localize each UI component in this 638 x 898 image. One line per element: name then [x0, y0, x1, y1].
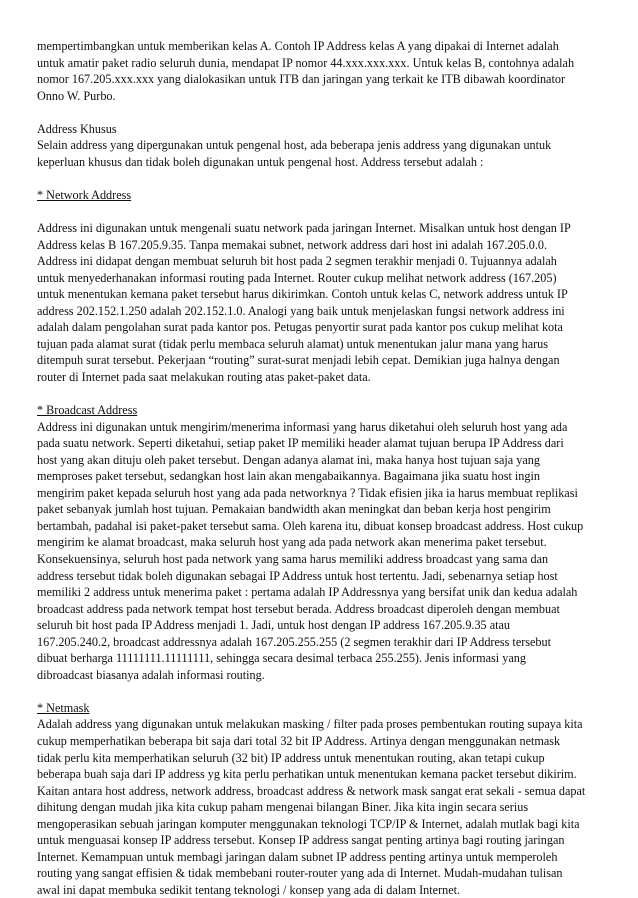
text-line: Address ini digunakan untuk mengenali suatu network pada jaringan Internet. Misalkan untuk host dengan IP	[37, 221, 571, 236]
text-line: memiliki 2 address untuk menerima paket : pertama adalah IP Addressnya yang bersifat unik dan kedua adalah	[37, 585, 578, 600]
broadcast-address-heading: * Broadcast Address	[37, 403, 138, 418]
text-line: mengirim paket kepada seluruh host yang ada pada networknya ? Tidak efisien jika ia harus membuat replikasi	[37, 485, 578, 500]
text-line: nomor 167.205.xxx.xxx yang dialokasikan untuk ITB dan jaringan yang terkait ke ITB dibawah koordinator	[37, 72, 566, 87]
text-line: paket sebanyak jumlah host tujuan. Pemakaian bandwidth akan meningkat dan beban kerja host pengirim	[37, 502, 551, 517]
text-line: adalah dalam pengolahan surat pada kantor pos. Petugas penyortir surat pada kantor pos cukup melihat kota	[37, 320, 563, 335]
special-address-section	[37, 121, 603, 171]
text-line: tujuan pada alamat surat (tidak perlu membaca seluruh alamat) untuk menentukan jalur mana yang harus	[37, 336, 549, 351]
text-line: dibroadcast biasanya adalah informasi routing.	[37, 667, 265, 682]
text-line: untuk menyederhanakan informasi routing pada Internet. Router cukup melihat network address (167.205)	[37, 270, 557, 285]
netmask-heading: * Netmask	[37, 700, 90, 715]
text-line: dibuat berharga 11111111.11111111, sehingga secara desimal terbaca 255.255). Jenis informasi yang	[37, 651, 526, 666]
network-address-heading: * Network Address	[37, 187, 132, 202]
text-line: routing yang sangat effisien & tidak membebani router-router yang ada di Internet. Mudah-mudahan tulisan	[37, 866, 563, 881]
text-line: Onno W. Purbo.	[37, 88, 116, 103]
text-line: Kaitan antara host address, network address, broadcast address & network mask sangat erat sekali - semua dapat	[37, 783, 586, 798]
intro-paragraph	[37, 38, 603, 104]
text-line: awal ini dapat membuka sedikit tentang teknologi / konsep yang ada di dalam Internet.	[37, 882, 461, 897]
paragraph-gap	[37, 104, 603, 121]
text-line: untuk menguasai konsep IP address tersebut. Konsep IP address sangat penting artinya bagi routing jaringan	[37, 833, 565, 848]
text-line: memproses paket tersebut, sedangkan host lain akan mengabaikannya. Bagaimana jika suatu host ingin	[37, 469, 540, 484]
text-line: Selain address yang dipergunakan untuk pengenal host, ada beberapa jenis address yang digunakan untuk	[37, 138, 552, 153]
text-line: router di Internet pada saat melakukan routing atas paket-paket data.	[37, 369, 371, 384]
text-line: host yang akan dituju oleh paket tersebut. Dengan adanya alamat ini, maka hanya host tujuan saja yang	[37, 452, 540, 467]
text-line: address tersebut tidak boleh digunakan sebagai IP Address untuk host tertentu. Jadi, sebenarnya setiap host	[37, 568, 558, 583]
paragraph-gap	[37, 203, 603, 220]
text-line: Address ini digunakan untuk mengirim/menerima informasi yang harus diketahui oleh seluruh host yang ada	[37, 419, 568, 434]
section-title: Address Khusus	[37, 121, 117, 136]
text-line: beberapa buah saja dari IP address yg kita perlu perhatikan untuk menentukan kemana packet tersebut dikirim.	[37, 767, 577, 782]
text-line: pada suatu network. Seperti diketahui, setiap paket IP memiliki header alamat tujuan berupa IP Address dari	[37, 436, 564, 451]
text-line: untuk amatir paket radio seluruh dunia, mendapat IP nomor 44.xxx.xxx.xxx. Untuk kelas B, contohnya adalah	[37, 55, 575, 70]
paragraph-gap	[37, 170, 603, 187]
network-address-section	[37, 187, 603, 386]
broadcast-address-section	[37, 402, 603, 683]
paragraph-gap	[37, 683, 603, 700]
text-line: dihitung dengan mudah jika kita cukup paham mengenai bilangan Biner. Jika kita ingin secara serius	[37, 800, 529, 815]
text-line: Address ini didapat dengan membuat seluruh bit host pada 2 segmen terakhir menjadi 0. Tujuannya adalah	[37, 254, 557, 269]
text-line: address 202.152.1.250 adalah 202.152.1.0. Analogi yang baik untuk menjelaskan fungsi network address ini	[37, 303, 565, 318]
paragraph-gap	[37, 385, 603, 402]
text-line: Address kelas B 167.205.9.35. Tanpa memakai subnet, network address dari host ini adalah 167.205.0.0.	[37, 237, 548, 252]
text-line: ditempuh surat tersebut. Pekerjaan “routing” surat-surat menjadi lebih cepat. Demikian juga halnya dengan	[37, 353, 560, 368]
text-line: mempertimbangkan untuk memberikan kelas A. Contoh IP Address kelas A yang dipakai di Internet adalah	[37, 39, 559, 53]
text-line: untuk menentukan kemana paket tersebut harus dikirimkan. Contoh untuk kelas C, network address untuk IP	[37, 287, 568, 302]
text-line: Internet. Kemampuan untuk membagi jaringan dalam subnet IP address penting artinya untuk memperoleh	[37, 849, 558, 864]
text-line: bertambah, padahal isi paket-paket tersebut sama. Oleh karena itu, dibuat konsep broadcast address. Host cukup	[37, 518, 584, 533]
text-line: cukup memperhatikan beberapa bit saja dari total 32 bit IP Address. Artinya dengan menggunakan netmask	[37, 733, 561, 748]
netmask-section	[37, 700, 603, 898]
text-line: keperluan khusus dan tidak boleh digunakan untuk pengenal host. Address tersebut adalah :	[37, 154, 484, 169]
text-line: mengirim ke alamat broadcast, maka seluruh host yang ada pada network akan menerima paket tersebut.	[37, 535, 547, 550]
text-line: broadcast address pada network tempat host tersebut berada. Address broadcast diperoleh dengan membuat	[37, 601, 560, 616]
text-line: Konsekuensinya, seluruh host pada network yang sama harus memiliki address broadcast yang sama dan	[37, 551, 549, 566]
document-page	[37, 38, 603, 898]
text-line: Adalah address yang digunakan untuk melakukan masking / filter pada proses pembentukan routing supaya kita	[37, 717, 583, 732]
text-line: tidak perlu kita memperhatikan seluruh (32 bit) IP address untuk menentukan routing, akan tetapi cukup	[37, 750, 545, 765]
text-line: 167.205.240.2, broadcast addressnya adalah 167.205.255.255 (2 segmen terakhir dari IP Address tersebut	[37, 634, 552, 649]
text-line: mengoperasikan sebuah jaringan komputer menggunakan teknologi TCP/IP & Internet, adalah mutlak bagi kita	[37, 816, 580, 831]
text-line: seluruh bit host pada IP Address menjadi 1. Jadi, untuk host dengan IP address 167.205.9.35 atau	[37, 618, 510, 633]
